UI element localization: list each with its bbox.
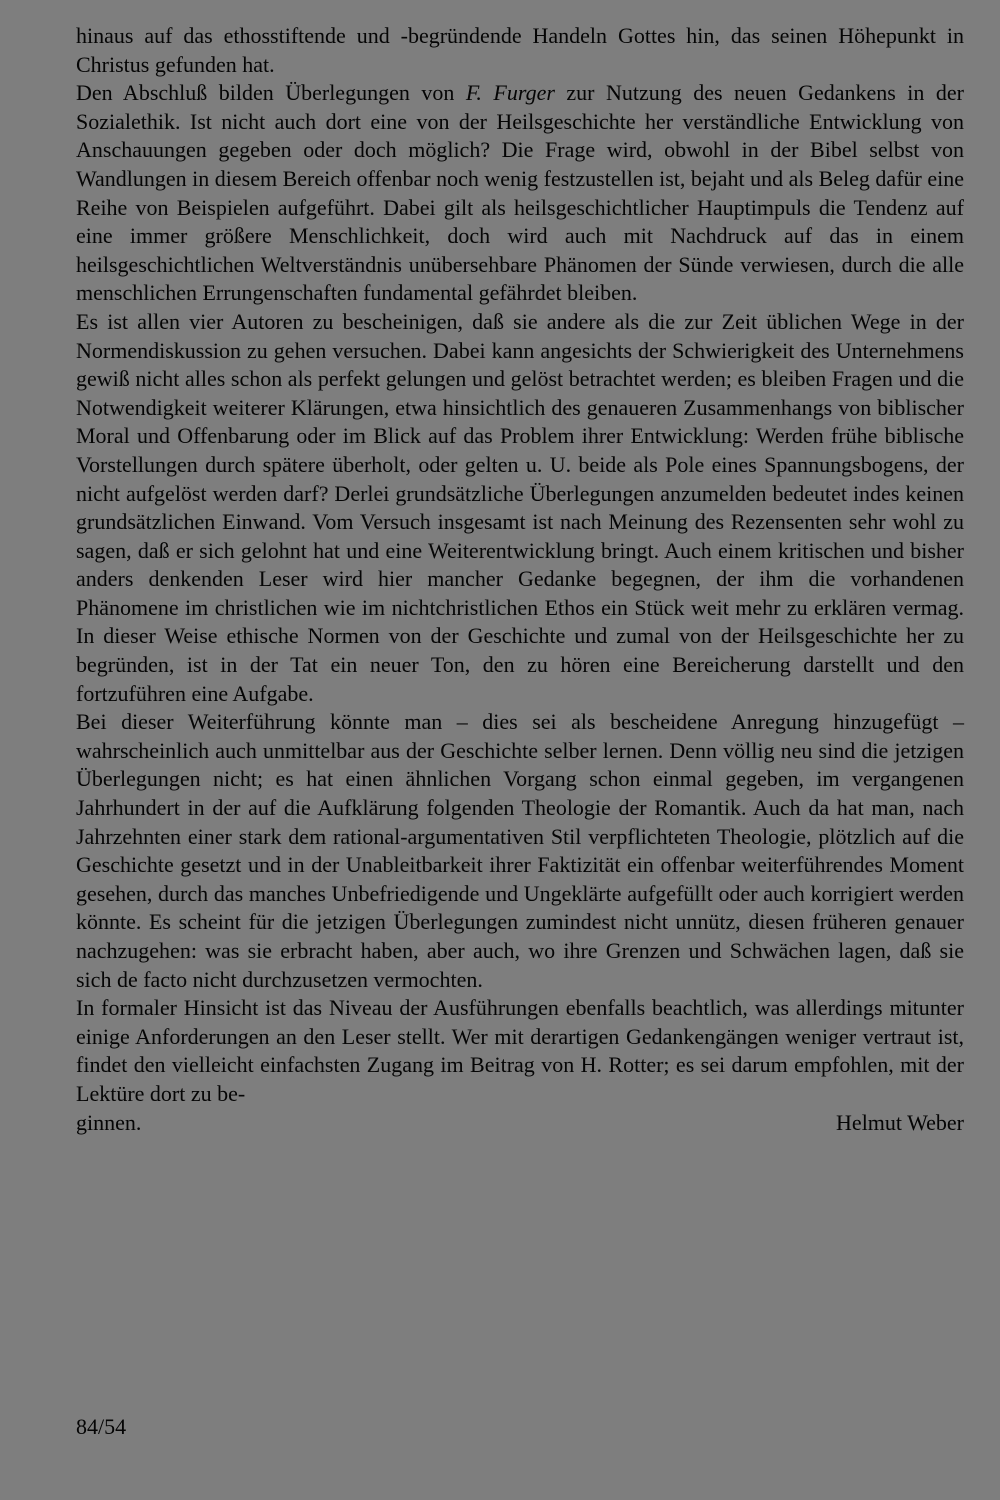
paragraph-3: Es ist allen vier Autoren zu bescheinigen, daß sie andere als die zur Zeit üblichen Wege in der Normendiskussion zu gehen versuchen. Dabei kann angesichts der Schwierigkeit des Unternehmens gewiß nicht alles schon als perfekt gelungen und gelöst betrachtet werden; es bleiben Fragen und die Notwendigkeit weiterer Klärungen, etwa hinsichtlich des genaueren Zusammenhangs von biblischer Moral und Offenbarung oder im Blick auf das Problem ihrer Entwicklung: Werden frühe biblische Vorstellungen durch spätere überholt, oder gelten u. U. beide als Pole eines Spannungsbogens, der nicht aufgelöst werden darf? Derlei grundsätzliche Überlegungen anzumelden bedeutet indes keinen grundsätzlichen Einwand. Vom Versuch insgesamt ist nach Meinung des Rezensenten sehr wohl zu sagen, daß er sich gelohnt hat und eine Weiterentwicklung bringt. Auch einem kritischen und bisher anders denkenden Leser wird hier mancher Gedanke begegnen, der ihm die vorhandenen Phänomene im christlichen wie im nichtchristlichen Ethos ein Stück weit mehr zu erklären vermag. In dieser Weise ethische Normen von der Geschichte und zumal von der Heilsgeschichte her zu begründen, ist in der Tat ein neuer Ton, den zu hören eine Bereicherung darstellt und den fortzuführen eine Aufgabe. xyxy=(76,308,964,706)
body-text xyxy=(76,22,964,1137)
paragraph-2 xyxy=(76,79,964,308)
author-name-furger: F. Furger xyxy=(465,80,555,106)
paragraph-2-body: zur Nutzung des neuen Gedankens in der Sozialethik. Ist nicht auch dort eine von der Heilsgeschichte her verständliche Entwicklung von Anschauungen gegeben oder doch möglich? Die Frage wird, obwohl in der Bibel selbst von Wandlungen in diesem Bereich offenbar noch wenig festzustellen ist, bejaht und als Beleg dafür eine Reihe von Beispielen aufgeführt. Dabei gilt als heilsgeschichtlicher Hauptimpuls die Tendenz auf eine immer größere Menschlichkeit, doch wird auch mit Nachdruck auf das in einem heilsgeschichtlichen Weltverständnis unübersehbare Phänomen der Sünde verwiesen, durch die alle menschlichen Errungenschaften fundamental gefährdet bleiben. xyxy=(76,80,964,306)
closing-line xyxy=(76,1109,964,1138)
reviewer-signature: Helmut Weber xyxy=(836,1109,964,1135)
paragraph-5-end: ginnen. xyxy=(76,1109,142,1135)
paragraph-5: In formaler Hinsicht ist das Niveau der Ausführungen ebenfalls beachtlich, was allerdings mitunter einige Anforderungen an den Leser stellt. Wer mit derartigen Gedankengängen weniger vertraut ist, findet den vielleicht einfachsten Zugang im Beitrag von H. Rotter; es sei darum empfohlen, mit der Lektüre dort zu be- xyxy=(76,995,964,1106)
page-number: 84/54 xyxy=(76,1414,127,1439)
paragraph-1: hinaus auf das ethosstiftende und -begründende Handeln Gottes hin, das seinen Höhepunkt in Christus gefunden hat. xyxy=(76,23,964,77)
paragraph-2-lead: Den Abschluß bilden Überlegungen von xyxy=(76,80,466,106)
paragraph-4: Bei dieser Weiterführung könnte man – dies sei als bescheidene Anregung hinzugefügt – wahrscheinlich auch unmittelbar aus der Geschichte selber lernen. Denn völlig neu sind die jetzigen Überlegungen nicht; es hat einen ähnlichen Vorgang schon einmal gegeben, im vergangenen Jahrhundert in der auf die Aufklärung folgenden Theologie der Romantik. Auch da hat man, nach Jahrzehnten einer stark dem rational-argumentativen Stil verpflichteten Theologie, plötzlich auf die Geschichte gesetzt und in der Unableitbarkeit ihrer Faktizität ein offenbar weiterführendes Moment gesehen, durch das manches Unbefriedigende und Ungeklärte aufgefüllt oder auch korrigiert werden könnte. Es scheint für die jetzigen Überlegungen zumindest nicht unnütz, diesen früheren genauer nachzugehen: was sie erbracht haben, aber auch, wo ihre Grenzen und Schwächen lagen, daß sie sich de facto nicht durchzusetzen vermochten. xyxy=(76,709,964,992)
